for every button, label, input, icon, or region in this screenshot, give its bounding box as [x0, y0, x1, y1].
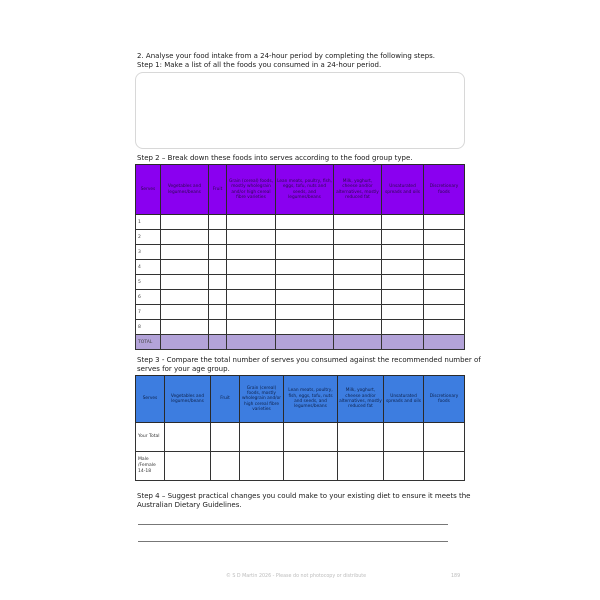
- column-header: Lean meats, poultry, fish, eggs, tofu, nuts and seeds, and legumes/beans: [276, 165, 334, 215]
- serves-input-cell[interactable]: [334, 320, 382, 335]
- serves-input-cell[interactable]: [276, 290, 334, 305]
- total-input-cell[interactable]: [227, 335, 276, 350]
- serves-input-cell[interactable]: [382, 215, 424, 230]
- serves-comparison-table: [135, 375, 465, 481]
- serves-input-cell[interactable]: [209, 245, 227, 260]
- table-row: [136, 275, 465, 290]
- serves-input-cell[interactable]: [211, 452, 240, 481]
- serves-input-cell[interactable]: [161, 290, 209, 305]
- table-row: [136, 260, 465, 275]
- row-label: 7: [136, 305, 161, 320]
- serves-breakdown-table: [135, 164, 465, 350]
- serves-input-cell[interactable]: [276, 245, 334, 260]
- column-header: Milk, yoghurt, cheese and/or alternatives, mostly reduced fat: [334, 165, 382, 215]
- serves-input-cell[interactable]: [209, 290, 227, 305]
- serves-input-cell[interactable]: [227, 260, 276, 275]
- row-label: 4: [136, 260, 161, 275]
- table-row: [136, 305, 465, 320]
- serves-input-cell[interactable]: [165, 452, 211, 481]
- total-input-cell[interactable]: [424, 335, 465, 350]
- row-label: Your Total: [136, 423, 165, 452]
- serves-input-cell[interactable]: [209, 320, 227, 335]
- total-input-cell[interactable]: [161, 335, 209, 350]
- serves-input-cell[interactable]: [161, 245, 209, 260]
- serves-input-cell[interactable]: [227, 290, 276, 305]
- total-input-cell[interactable]: [209, 335, 227, 350]
- column-header: Fruit: [211, 376, 240, 423]
- serves-input-cell[interactable]: [284, 452, 338, 481]
- serves-input-cell[interactable]: [382, 230, 424, 245]
- serves-input-cell[interactable]: [227, 320, 276, 335]
- serves-input-cell[interactable]: [209, 305, 227, 320]
- row-label: 3: [136, 245, 161, 260]
- serves-input-cell[interactable]: [276, 230, 334, 245]
- serves-input-cell[interactable]: [334, 245, 382, 260]
- serves-input-cell[interactable]: [227, 275, 276, 290]
- total-input-cell[interactable]: [382, 335, 424, 350]
- serves-input-cell[interactable]: [276, 305, 334, 320]
- step4-instruction: Step 4 – Suggest practical changes you could make to your existing diet to ensure it meets the: [137, 492, 471, 500]
- answer-line-1[interactable]: [138, 524, 448, 525]
- table-row: [136, 320, 465, 335]
- serves-input-cell[interactable]: [382, 245, 424, 260]
- serves-input-cell[interactable]: [209, 260, 227, 275]
- serves-input-cell[interactable]: [161, 260, 209, 275]
- copyright-footer: © S D Martin 2026 - Please do not photocopy or distribute: [226, 574, 367, 579]
- serves-input-cell[interactable]: [382, 275, 424, 290]
- column-header: Vegetables and legumes/beans: [161, 165, 209, 215]
- serves-input-cell[interactable]: [284, 423, 338, 452]
- serves-input-cell[interactable]: [382, 260, 424, 275]
- serves-input-cell[interactable]: [424, 275, 465, 290]
- serves-input-cell[interactable]: [382, 305, 424, 320]
- row-label: 6: [136, 290, 161, 305]
- serves-input-cell[interactable]: [161, 275, 209, 290]
- column-header: Grain (cereal) foods, mostly wholegrain and/or high cereal fibre varieties: [227, 165, 276, 215]
- row-label: 5: [136, 275, 161, 290]
- table-row: [136, 230, 465, 245]
- total-input-cell[interactable]: [276, 335, 334, 350]
- serves-input-cell[interactable]: [334, 230, 382, 245]
- serves-input-cell[interactable]: [424, 423, 465, 452]
- table-header-row: [136, 165, 465, 215]
- serves-input-cell[interactable]: [424, 452, 465, 481]
- table-row: [136, 215, 465, 230]
- serves-input-cell[interactable]: [240, 423, 284, 452]
- serves-input-cell[interactable]: [209, 275, 227, 290]
- row-label: 8: [136, 320, 161, 335]
- row-label: Male /Female 14-18: [136, 452, 165, 481]
- serves-input-cell[interactable]: [334, 275, 382, 290]
- column-header: Vegetables and legumes/beans: [165, 376, 211, 423]
- serves-input-cell[interactable]: [227, 305, 276, 320]
- serves-input-cell[interactable]: [334, 215, 382, 230]
- serves-input-cell[interactable]: [161, 230, 209, 245]
- column-header: Serves: [136, 165, 161, 215]
- table-header-row: [136, 376, 465, 423]
- serves-input-cell[interactable]: [334, 305, 382, 320]
- total-label: TOTAL: [136, 335, 161, 350]
- serves-input-cell[interactable]: [424, 260, 465, 275]
- answer-line-2[interactable]: [138, 541, 448, 542]
- serves-input-cell[interactable]: [227, 215, 276, 230]
- serves-input-cell[interactable]: [209, 230, 227, 245]
- table-row: [136, 290, 465, 305]
- table-row: [136, 245, 465, 260]
- column-header: Serves: [136, 376, 165, 423]
- table-row: [136, 423, 465, 452]
- step1-instruction: Step 1: Make a list of all the foods you consumed in a 24-hour period.: [137, 61, 382, 69]
- column-header: Milk, yoghurt, cheese and/or alternatives, mostly reduced fat: [338, 376, 384, 423]
- column-header: Unsaturated spreads and oils: [382, 165, 424, 215]
- serves-input-cell[interactable]: [209, 215, 227, 230]
- serves-input-cell[interactable]: [334, 260, 382, 275]
- serves-input-cell[interactable]: [276, 275, 334, 290]
- serves-input-cell[interactable]: [161, 320, 209, 335]
- row-label: 2: [136, 230, 161, 245]
- serves-input-cell[interactable]: [161, 215, 209, 230]
- step3-instruction-cont: serves for your age group.: [137, 365, 230, 373]
- step3-instruction: Step 3 - Compare the total number of serves you consumed against the recommended number of: [137, 356, 481, 364]
- column-header: Unsaturated spreads and oils: [384, 376, 424, 423]
- serves-input-cell[interactable]: [382, 290, 424, 305]
- serves-input-cell[interactable]: [384, 452, 424, 481]
- total-input-cell[interactable]: [334, 335, 382, 350]
- serves-input-cell[interactable]: [334, 290, 382, 305]
- page-number: 189: [451, 574, 461, 579]
- serves-input-cell[interactable]: [211, 423, 240, 452]
- serves-input-cell[interactable]: [424, 290, 465, 305]
- column-header: Lean meats, poultry, fish, eggs, tofu, nuts and seeds, and legumes/beans: [284, 376, 338, 423]
- column-header: Fruit: [209, 165, 227, 215]
- serves-input-cell[interactable]: [276, 260, 334, 275]
- serves-input-cell[interactable]: [240, 452, 284, 481]
- serves-input-cell[interactable]: [161, 305, 209, 320]
- step2-instruction: Step 2 – Break down these foods into serves according to the food group type.: [137, 154, 413, 162]
- column-header: Discretionary foods: [424, 165, 465, 215]
- table-row: [136, 452, 465, 481]
- serves-input-cell[interactable]: [424, 215, 465, 230]
- serves-input-cell[interactable]: [384, 423, 424, 452]
- serves-input-cell[interactable]: [276, 215, 334, 230]
- serves-input-cell[interactable]: [227, 245, 276, 260]
- total-row: [136, 335, 465, 350]
- serves-input-cell[interactable]: [276, 320, 334, 335]
- question-intro: 2. Analyse your food intake from a 24-hour period by completing the following steps.: [137, 52, 436, 60]
- serves-input-cell[interactable]: [382, 320, 424, 335]
- step4-instruction-cont: Australian Dietary Guidelines.: [137, 501, 242, 509]
- column-header: Grain (cereal) foods, mostly wholegrain and/or high cereal fibre varieties: [240, 376, 284, 423]
- serves-input-cell[interactable]: [227, 230, 276, 245]
- serves-input-cell[interactable]: [424, 230, 465, 245]
- serves-input-cell[interactable]: [424, 245, 465, 260]
- serves-input-cell[interactable]: [338, 423, 384, 452]
- serves-input-cell[interactable]: [165, 423, 211, 452]
- row-label: 1: [136, 215, 161, 230]
- serves-input-cell[interactable]: [424, 320, 465, 335]
- serves-input-cell[interactable]: [338, 452, 384, 481]
- food-list-textbox[interactable]: [135, 72, 465, 149]
- column-header: Discretionary foods: [424, 376, 465, 423]
- serves-input-cell[interactable]: [424, 305, 465, 320]
